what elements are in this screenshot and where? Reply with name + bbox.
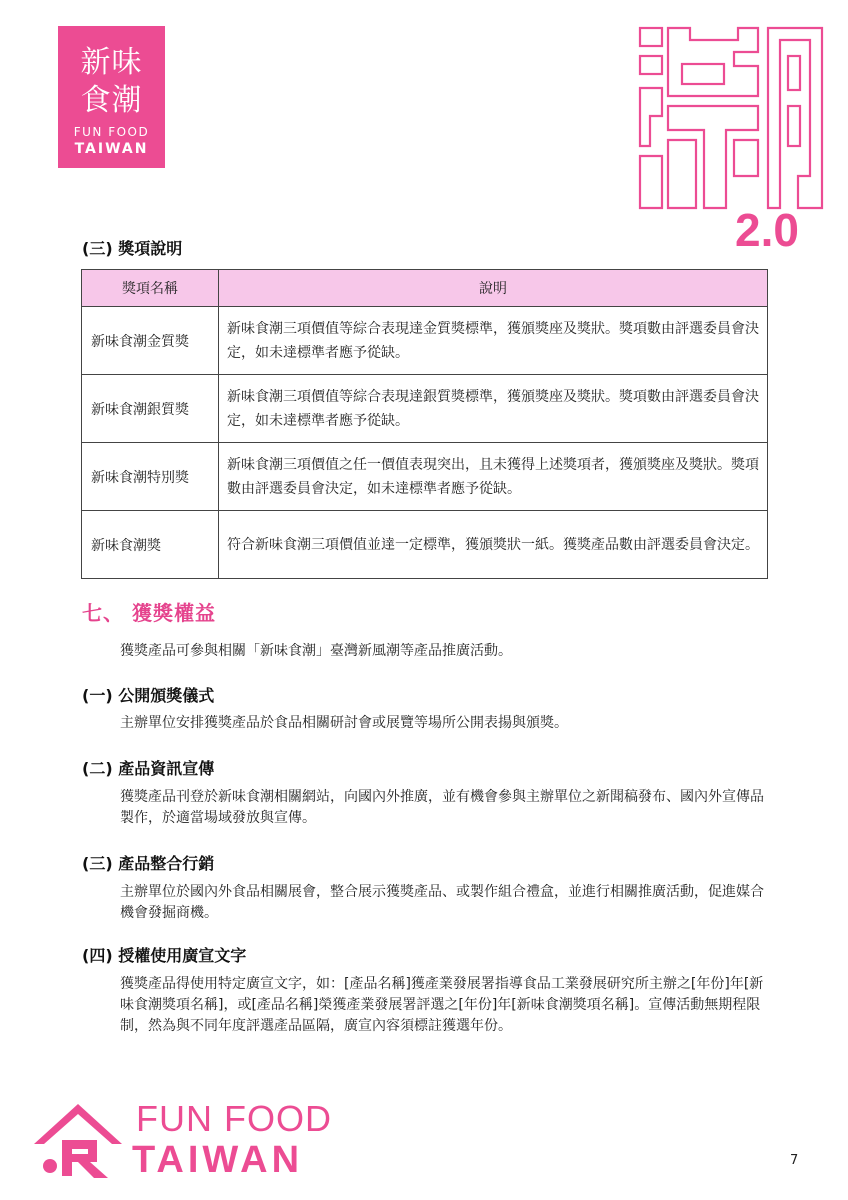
benefit-heading: (一) 公開頒獎儀式 [82, 686, 215, 705]
mark-version: 2.0 [735, 204, 799, 256]
table-row [82, 443, 768, 511]
award-description: 新味食潮三項價值等綜合表現達銀質獎標準，獲頒獎座及獎狀。獎項數由評選委員會決定，如未達標準者應予從缺。 [219, 375, 768, 443]
table-row [82, 375, 768, 443]
benefit-text: 主辦單位安排獲獎產品於食品相關研討會或展覽等場所公開表揚與頒獎。 [120, 715, 568, 731]
benefit-heading: (三) 產品整合行銷 [82, 854, 215, 873]
benefit-heading: (二) 產品資訊宣傳 [82, 759, 215, 778]
footer-logo-line2: TAIWAN [132, 1139, 304, 1181]
award-name: 新味食潮特別獎 [82, 443, 219, 511]
award-description: 符合新味食潮三項價值並達一定標準，獲頒獎狀一紙。獲獎產品數由評選委員會決定。 [219, 511, 768, 579]
benefit-heading: (四) 授權使用廣宣文字 [82, 946, 247, 965]
logo-cjk-line2: 食潮 [80, 83, 143, 118]
benefit-text: 獲獎產品刊登於新味食潮相關網站，向國內外推廣，並有機會參與主辦單位之新聞稿發布、國內外宣傳品製作，於適當場域發放與宣傳。 [120, 789, 764, 826]
award-name: 新味食潮銀質獎 [82, 375, 219, 443]
page-number: 7 [790, 1153, 799, 1168]
awards-table [81, 269, 768, 579]
logo-en-line1: FUN FOOD [73, 125, 150, 139]
column-description: 說明 [219, 270, 768, 307]
award-description: 新味食潮三項價值之任一價值表現突出，且未獲得上述獎項者，獲頒獎座及獎狀。獎項數由評選委員會決定，如未達標準者應予從缺。 [219, 443, 768, 511]
table-row [82, 511, 768, 579]
award-description: 新味食潮三項價值等綜合表現達金質獎標準，獲頒獎座及獎狀。獎項數由評選委員會決定，如未達標準者應予從缺。 [219, 307, 768, 375]
benefit-text: 主辦單位於國內外食品相關展會，整合展示獲獎產品、或製作組合禮盒，並進行相關推廣活動，促進媒合機會發掘商機。 [120, 884, 764, 921]
awards-heading: (三) 獎項說明 [82, 239, 183, 258]
logo-cjk-line1: 新味 [80, 45, 143, 80]
award-name: 新味食潮金質獎 [82, 307, 219, 375]
brand-logo [58, 26, 165, 168]
benefits-heading: 七、 獲獎權益 [82, 601, 216, 625]
benefits-intro: 獲獎產品可參與相關「新味食潮」臺灣新風潮等產品推廣活動。 [120, 643, 512, 659]
column-award-name: 獎項名稱 [82, 270, 219, 307]
table-header-row [82, 270, 768, 307]
table-row [82, 307, 768, 375]
award-name: 新味食潮獎 [82, 511, 219, 579]
logo-en-line2: TAIWAN [74, 141, 149, 157]
chao-mark-icon [638, 26, 824, 210]
footer-logo-line1: FUN FOOD [136, 1098, 332, 1139]
benefit-text: 獲獎產品得使用特定廣宣文字，如：[產品名稱]獲產業發展署指導食品工業發展研究所主辦之[年份]年[新味食潮獎項名稱]，或[產品名稱]榮獲產業發展署評選之[年份]年[新味食潮獎項名稱]。宣傳活動無期程限制，然為與不同年度評選產品區隔，廣宣內容須標註獲選年份。 [120, 976, 764, 1034]
